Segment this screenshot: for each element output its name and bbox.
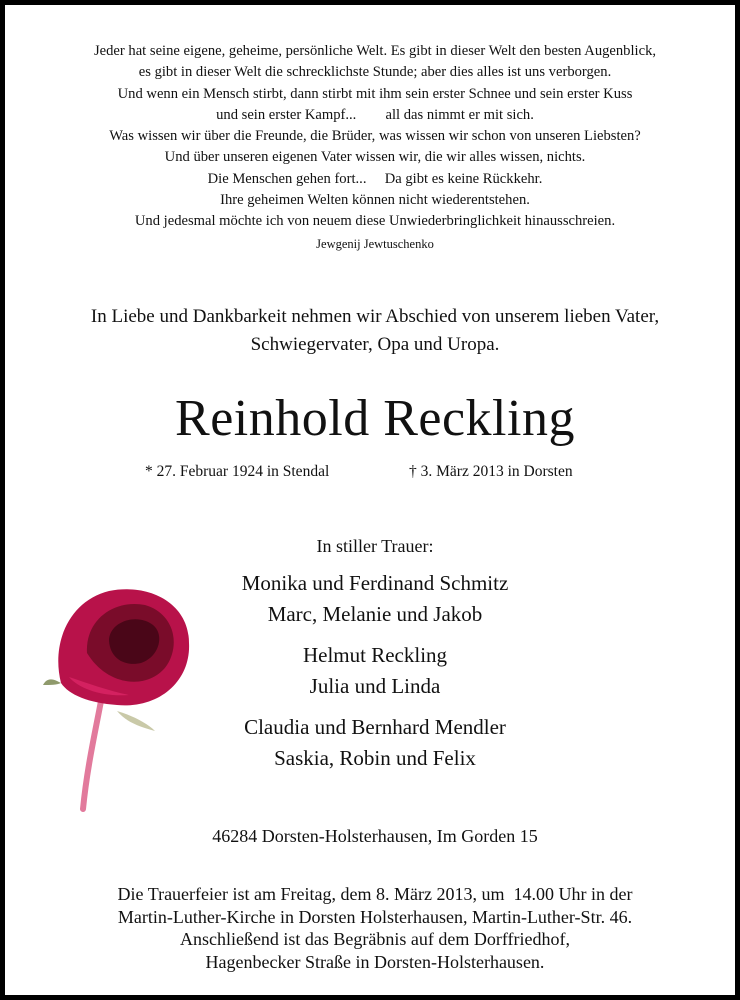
poem-line: Ihre geheimen Welten können nicht wiederentstehen. — [220, 192, 530, 209]
deceased-name: Reinhold Reckling — [175, 390, 575, 447]
mourner-line: Saskia, Robin und Felix — [274, 746, 476, 770]
mourner-line: Helmut Reckling — [302, 643, 448, 667]
mourner-line: Claudia und Bernhard Mendler — [244, 715, 506, 739]
farewell-intro — [25, 303, 725, 359]
death-date: † 3. März 2013 in Dorsten — [409, 463, 573, 480]
mourners — [175, 532, 575, 784]
funeral-line: Die Trauerfeier ist am Freitag, dem 8. März 2013, um 14.00 Uhr in der — [117, 884, 633, 904]
funeral-line: Martin-Luther-Kirche in Dorsten Holsterhausen, Martin-Luther-Str. 46. — [117, 906, 633, 927]
intro-line: Schwiegervater, Opa und Uropa. — [250, 334, 500, 355]
poem-line: Und wenn ein Mensch stirbt, dann stirbt mit ihm sein erster Schnee und sein erster Kuss — [117, 85, 633, 102]
poem — [25, 41, 725, 254]
rose-stem — [83, 701, 101, 809]
funeral-line: Anschließend ist das Begräbnis auf dem Dorffriedhof, — [179, 929, 571, 949]
poem-line: Was wissen wir über die Freunde, die Brüder, was wissen wir schon von unseren Liebsten? — [109, 128, 641, 145]
poem-line: es gibt in dieser Welt die schrecklichste Stunde; aber dies alles ist uns verborgen. — [138, 64, 612, 81]
funeral-line: Hagenbecker Straße in Dorsten-Holsterhausen. — [205, 951, 545, 972]
intro-line: In Liebe und Dankbarkeit nehmen wir Abschied von unserem lieben Vater, — [90, 306, 660, 327]
poem-line: und sein erster Kampf... all das nimmt er mit sich. — [216, 106, 534, 123]
family-address: 46284 Dorsten-Holsterhausen, Im Gorden 15 — [212, 826, 538, 846]
mourners-heading: In stiller Trauer: — [316, 536, 434, 556]
mourner-line: Julia und Linda — [309, 674, 441, 698]
poem-line: Und jedesmal möchte ich von neuem diese Unwiederbringlichkeit hinausschreien. — [134, 213, 616, 230]
birth-date: * 27. Februar 1924 in Stendal — [145, 463, 330, 480]
poem-author: Jewgenij Jewtuschenko — [316, 236, 434, 251]
rose-leaf — [117, 711, 155, 731]
funeral-details — [25, 883, 725, 973]
mourner-group — [175, 712, 575, 774]
mourner-group — [175, 640, 575, 702]
mourner-line: Marc, Melanie und Jakob — [267, 602, 483, 626]
poem-line: Jeder hat seine eigene, geheime, persönliche Welt. Es gibt in dieser Welt den besten Augenblick, — [93, 43, 657, 59]
mourner-line: Monika und Ferdinand Schmitz — [241, 571, 509, 595]
poem-line: Die Menschen gehen fort... Da gibt es keine Rückkehr. — [207, 170, 543, 187]
mourner-group — [175, 568, 575, 630]
poem-line: Und über unseren eigenen Vater wissen wir, die wir alles wissen, nichts. — [164, 149, 586, 166]
rose-sepal — [43, 679, 61, 685]
